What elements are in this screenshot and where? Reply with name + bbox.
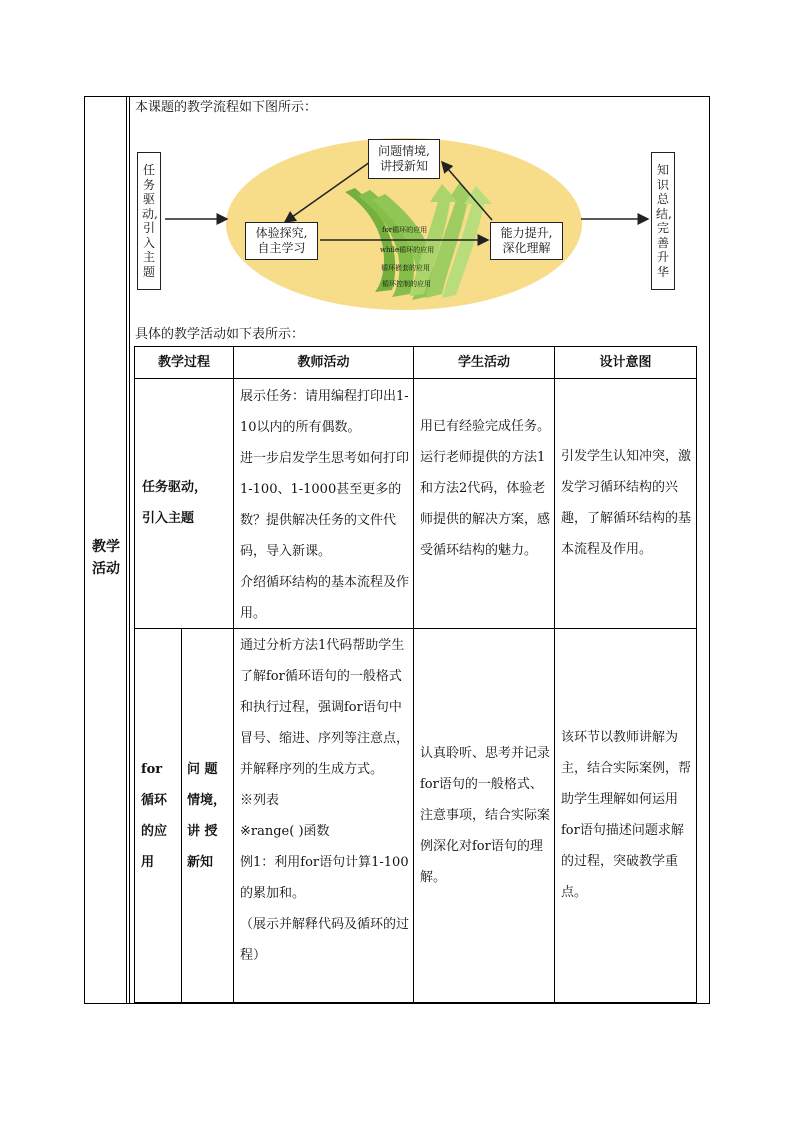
header-teacher: 教师活动: [297, 355, 350, 370]
diagram-left-box-text: 任务驱动,引入主题: [142, 163, 158, 279]
header-student: 学生活动: [457, 355, 510, 370]
row1-intent: 引发学生认知冲突，激发学习循环结构的兴趣，了解循环结构的基本流程及作用。: [561, 449, 692, 557]
table-header-bottom: [134, 378, 697, 379]
header-process: 教学过程: [157, 355, 210, 370]
intro-text: 本课题的教学流程如下图所示：: [135, 100, 318, 115]
node-explore-learn-text: 体验探究, 自主学习: [255, 226, 308, 255]
flow-diagram: [130, 122, 708, 322]
table-left: [134, 346, 135, 1003]
row2-stage-a: for 循环 的应 用: [141, 762, 168, 870]
table-intro: 具体的教学活动如下表所示：: [135, 327, 305, 342]
branch-label-nested: 循环嵌套的应用: [381, 264, 430, 272]
node-problem-situation-text: 问题情境, 讲授新知: [378, 144, 430, 173]
table-col2: [413, 346, 414, 1003]
row2-stage-b: 问 题 情境， 讲 授 新知: [187, 762, 227, 870]
table-col1: [233, 346, 234, 1003]
table-right: [696, 346, 697, 1003]
table-col-split: [181, 628, 182, 1003]
diagram-right-box: [651, 152, 675, 290]
diagram-left-box: [137, 152, 161, 290]
row2-intent: 该环节以教师讲解为主，结合实际案例，帮助学生理解如何运用for语句描述问题求解的过程，突破教学重点。: [561, 730, 692, 900]
branch-label-control: 循环控制的应用: [382, 280, 431, 288]
table-bottom: [134, 1002, 697, 1003]
row1-stage: 任务驱动， 引入主题: [142, 480, 208, 526]
row2-student: 认真聆听、思考并记录for语句的一般格式、注意事项，结合实际案例深化对for语句的理解。: [420, 746, 551, 885]
node-problem-situation: [368, 139, 440, 179]
node-ability-improve-text: 能力提升, 深化理解: [500, 226, 553, 255]
frame-left: [84, 96, 85, 1004]
table-row1-bottom: [134, 628, 697, 629]
header-intent: 设计意图: [599, 355, 652, 370]
node-explore-learn: [245, 222, 318, 260]
branch-label-while: while循环的应用: [380, 246, 435, 254]
frame-bottom: [84, 1003, 710, 1004]
row1-student: 用已有经验完成任务。 运行老师提供的方法1和方法2代码，体验老师提供的解决方案，感受循环结构的魅力。: [420, 419, 551, 558]
table-col3: [554, 346, 555, 1003]
branch-label-for: for循环的应用: [382, 226, 428, 234]
node-ability-improve: [490, 222, 563, 260]
frame-right: [709, 96, 710, 1004]
row1-teacher: 展示任务：请用编程打印出1-10以内的所有偶数。 进一步启发学生思考如何打印1-100、1-1000甚至更多的数？提供解决任务的文件代码，导入新课。 介绍循环结构的基本流程及作用。: [240, 389, 410, 621]
row2-teacher: 通过分析方法1代码帮助学生了解for循环语句的一般格式和执行过程，强调for语句中冒号、缩进、序列等注意点，并解释序列的生成方式。 ※列表 ※range( )函数 例1：利用for语句计算1-100的累加和。 （展示并解释代码及循环的过程）: [240, 638, 410, 963]
diagram-right-box-text: 知识总结,完善升华: [656, 163, 672, 279]
side-label: 教学 活动: [92, 539, 120, 577]
frame-divider-a: [126, 96, 127, 1004]
